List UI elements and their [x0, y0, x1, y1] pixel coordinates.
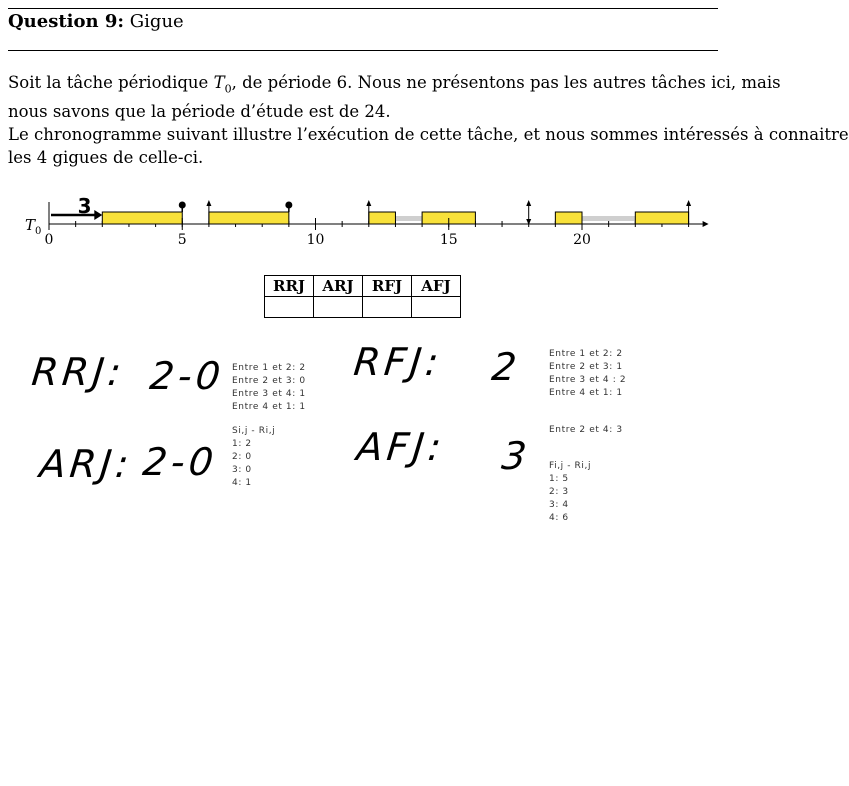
arj-note-line: Si,j - Ri,j [232, 426, 276, 436]
tick-label: 10 [306, 232, 325, 248]
afj-note-line: 2: 3 [549, 487, 569, 497]
top-rule [8, 8, 718, 9]
value-afj [412, 297, 461, 318]
rrj-note-line: Entre 3 et 4: 1 [232, 389, 306, 399]
question-title: Gigue [129, 11, 184, 32]
header-afj: AFJ [412, 276, 461, 297]
header-rfj: RFJ [363, 276, 412, 297]
handwritten-rfj-value: 2 [489, 345, 523, 389]
afj-notes [549, 460, 591, 525]
rfj-note-line: Entre 1 et 2: 2 [549, 349, 623, 359]
activation-arrow-head [366, 200, 371, 206]
rfj-note-line: Entre 2 et 3: 1 [549, 362, 623, 372]
handwritten-arj-label: ARJ: [37, 442, 135, 486]
chronogram [0, 190, 756, 260]
paragraph-line-1: Soit la tâche périodique $T_0$, de période 6. Nous ne présentons pas les autres tâches ici, mais [8, 73, 781, 96]
value-rfj [363, 297, 412, 318]
handwritten-arj-value: 2-0 [140, 440, 220, 484]
arj-notes [232, 425, 275, 490]
arj-note-line: 4: 1 [232, 478, 252, 488]
deadline-marker-dot [179, 202, 186, 209]
rrj-note-line: Entre 2 et 3: 0 [232, 376, 306, 386]
execution-block [635, 212, 688, 224]
rrj-note-line: Entre 1 et 2: 2 [232, 363, 306, 373]
handwritten-afj-label: AFJ: [354, 425, 448, 469]
value-arj [314, 297, 363, 318]
preempted-block [395, 216, 422, 221]
jitter-table [264, 275, 461, 318]
question-paragraph [8, 71, 849, 169]
paragraph-line-3: Le chronogramme suivant illustre l’exécution de cette tâche, et nous sommes intéressés à connaitre [8, 125, 849, 145]
execution-block [555, 212, 582, 224]
paragraph-line-4: les 4 gigues de celle-ci. [8, 148, 204, 168]
activation-arrow-head [206, 200, 211, 206]
afj-top-note [549, 424, 623, 437]
arj-note-line: 1: 2 [232, 439, 252, 449]
tick-label: 0 [44, 232, 54, 248]
paragraph-line-2: nous savons que la période d’étude est de 24. [8, 102, 391, 122]
afj-note-line: 3: 4 [549, 500, 569, 510]
handwritten-rrj-label: RRJ: [29, 350, 128, 394]
header-rrj: RRJ [265, 276, 314, 297]
execution-block [209, 212, 289, 224]
question-heading [8, 11, 184, 32]
execution-block [369, 212, 396, 224]
question-number: Question 9: [8, 11, 125, 32]
handwritten-rfj-label: RFJ: [351, 340, 445, 384]
rrj-notes [232, 362, 306, 414]
header-arj: ARJ [314, 276, 363, 297]
handwritten-afj-value: 3 [499, 434, 533, 478]
rrj-note-line: Entre 4 et 1: 1 [232, 402, 306, 412]
tick-label: 20 [573, 232, 591, 248]
afj-note-line: 4: 6 [549, 513, 569, 523]
task-label: $T_0$ [25, 216, 42, 237]
annotation-label: 3 [77, 194, 92, 218]
axis-arrow [703, 221, 709, 227]
afj-note-line: 1: 5 [549, 474, 569, 484]
execution-block [102, 212, 182, 224]
preempted-block [582, 216, 635, 221]
afj-top-note-line: Entre 2 et 4: 3 [549, 425, 623, 435]
rfj-notes [549, 348, 626, 400]
activation-arrow-head [686, 200, 691, 206]
afj-note-line: Fi,j - Ri,j [549, 461, 592, 471]
jitter-table-header-row [265, 276, 461, 297]
annotation-arrow-head [94, 210, 102, 220]
handwritten-rrj-value: 2-0 [147, 354, 227, 398]
deadline-marker-dot [285, 202, 292, 209]
arj-note-line: 3: 0 [232, 465, 252, 475]
rfj-note-line: Entre 4 et 1: 1 [549, 388, 623, 398]
value-rrj [265, 297, 314, 318]
jitter-table-value-row [265, 297, 461, 318]
rfj-note-line: Entre 3 et 4 : 2 [549, 375, 627, 385]
tick-label: 5 [177, 232, 187, 248]
title-rule [8, 50, 718, 51]
arj-note-line: 2: 0 [232, 452, 252, 462]
tick-label: 15 [439, 232, 458, 248]
activation-arrow-head [526, 200, 531, 206]
